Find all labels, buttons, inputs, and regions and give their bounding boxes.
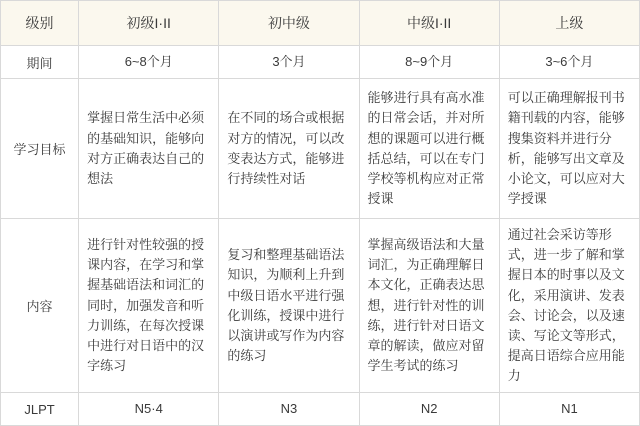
row-label-goal: 学习目标: [1, 79, 79, 219]
table-row-content: [1, 219, 640, 393]
cell-period-4: 3~6个月: [499, 46, 639, 79]
table-body: [1, 46, 640, 426]
table-row-jlpt: [1, 393, 640, 426]
cell-content-4: 通过社会采访等形式，进一步了解和掌握日本的时事以及文化，采用演讲、发表会、讨论会，以及速读、写论文等形式，提高日语综合应用能力: [499, 219, 639, 393]
header-col-4: 上级: [499, 1, 639, 46]
header-col-2: 初中级: [219, 1, 359, 46]
header-col-3: 中级I·II: [359, 1, 499, 46]
cell-jlpt-2: N3: [219, 393, 359, 426]
row-label-content: 内容: [1, 219, 79, 393]
cell-goal-1: 掌握日常生活中必须的基础知识，能够向对方正确表达自己的想法: [79, 79, 219, 219]
cell-content-1: 进行针对性较强的授课内容，在学习和掌握基础语法和词汇的同时，加强发音和听力训练，在每次授课中进行对日语中的汉字练习: [79, 219, 219, 393]
cell-goal-4: 可以正确理解报刊书籍刊载的内容，能够搜集资料并进行分析，能够写出文章及小论文，可以应对大学授课: [499, 79, 639, 219]
row-label-period: 期间: [1, 46, 79, 79]
cell-content-3: 掌握高级语法和大量词汇，为正确理解日本文化，正确表达思想，进行针对性的训练，进行针对日语文章的解读，做应对留学生考试的练习: [359, 219, 499, 393]
header-row: [1, 1, 640, 46]
table-row-goal: [1, 79, 640, 219]
cell-period-1: 6~8个月: [79, 46, 219, 79]
cell-jlpt-4: N1: [499, 393, 639, 426]
row-label-jlpt: JLPT: [1, 393, 79, 426]
table-row-period: [1, 46, 640, 79]
cell-content-2: 复习和整理基础语法知识，为顺利上升到中级日语水平进行强化训练，授课中进行以演讲或写作为内容的练习: [219, 219, 359, 393]
cell-goal-3: 能够进行具有高水准的日常会话，并对所想的课题可以进行概括总结，可以在专门学校等机构应对正常授课: [359, 79, 499, 219]
cell-period-2: 3个月: [219, 46, 359, 79]
table-header: [1, 1, 640, 46]
cell-goal-2: 在不同的场合或根据对方的情况，可以改变表达方式，能够进行持续性对话: [219, 79, 359, 219]
cell-jlpt-3: N2: [359, 393, 499, 426]
cell-period-3: 8~9个月: [359, 46, 499, 79]
cell-jlpt-1: N5·4: [79, 393, 219, 426]
header-corner-label: 级别: [1, 1, 79, 46]
header-col-1: 初级I·II: [79, 1, 219, 46]
